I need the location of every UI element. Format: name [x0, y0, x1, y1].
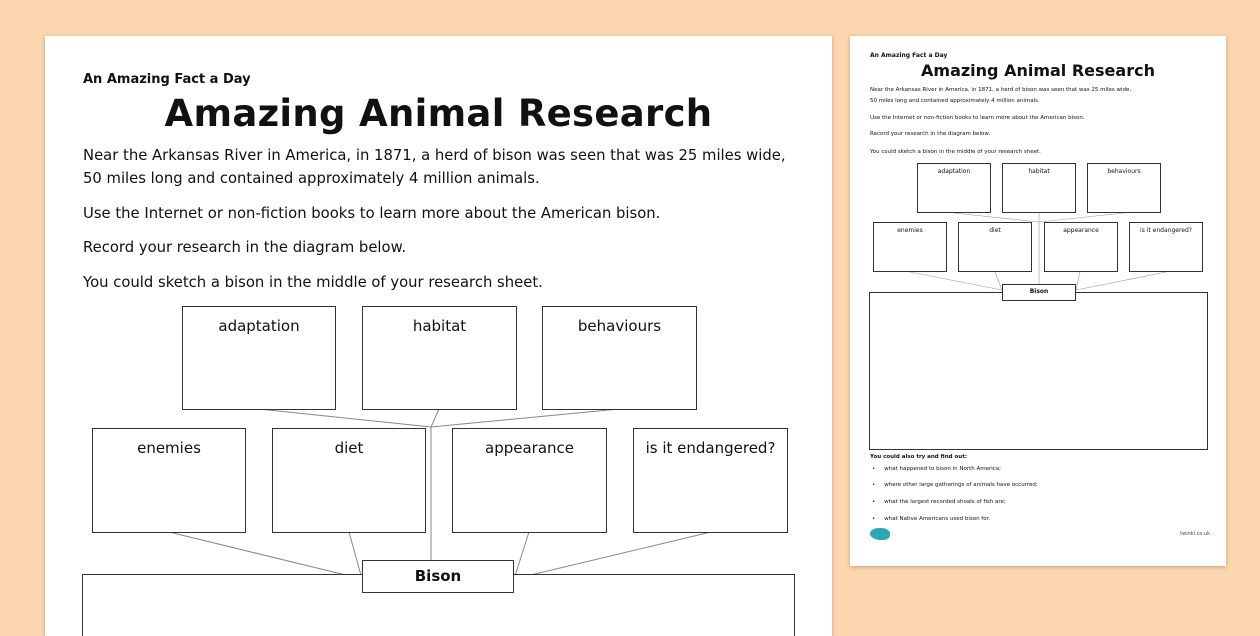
box-enemies[interactable]	[92, 428, 246, 533]
preview-box-behaviours-label: behaviours	[1107, 168, 1141, 175]
box-diet-label: diet	[334, 439, 364, 457]
preview-extra-item: • what Native Americans used bison for.	[872, 516, 990, 522]
preview-box-habitat	[1002, 163, 1076, 213]
preview-extra-item: • what happened to bison in North America;	[872, 466, 1001, 472]
intro-line-1: Near the Arkansas River in America, in 1871, a herd of bison was seen that was 25 miles wide,	[83, 147, 786, 164]
preview-box-endangered-label: is it endangered?	[1140, 227, 1192, 234]
series-label: An Amazing Fact a Day	[83, 72, 251, 87]
brand-logo-icon	[870, 528, 890, 540]
preview-box-endangered	[1129, 222, 1203, 272]
box-diet[interactable]	[272, 428, 426, 533]
box-habitat[interactable]	[362, 306, 517, 410]
box-endangered[interactable]	[633, 428, 788, 533]
box-behaviours[interactable]	[542, 306, 697, 410]
preview-box-diet	[958, 222, 1032, 272]
preview-box-adaptation	[917, 163, 991, 213]
preview-instruction-2: Record your research in the diagram below.	[870, 131, 991, 137]
preview-box-habitat-label: habitat	[1028, 168, 1050, 175]
box-appearance[interactable]	[452, 428, 607, 533]
preview-box-diet-label: diet	[989, 227, 1001, 234]
instruction-3: You could sketch a bison in the middle of your research sheet.	[83, 274, 543, 291]
box-habitat-label: habitat	[412, 317, 467, 335]
instruction-1: Use the Internet or non-fiction books to learn more about the American bison.	[83, 205, 661, 222]
preview-intro-line-2: 50 miles long and contained approximately 4 million animals.	[870, 98, 1040, 104]
preview-box-appearance-label: appearance	[1063, 227, 1099, 234]
box-adaptation[interactable]	[182, 306, 336, 410]
preview-sketch-area	[869, 292, 1208, 450]
box-endangered-label: is it endangered?	[645, 439, 776, 457]
instruction-2: Record your research in the diagram below.	[83, 239, 407, 256]
preview-intro-line-1: Near the Arkansas River in America, in 1871, a herd of bison was seen that was 25 miles wide,	[870, 87, 1132, 93]
box-enemies-label: enemies	[137, 439, 201, 457]
preview-extra-item: • where other large gatherings of animals have occurred;	[872, 482, 1038, 488]
preview-series-label: An Amazing Fact a Day	[870, 52, 948, 59]
box-behaviours-label: behaviours	[577, 317, 662, 335]
preview-box-behaviours	[1087, 163, 1161, 213]
center-label-bison: Bison	[362, 560, 514, 593]
preview-center-label-bison: Bison	[1002, 284, 1076, 301]
box-appearance-label: appearance	[485, 439, 574, 457]
preview-box-appearance	[1044, 222, 1118, 272]
preview-box-enemies-label: enemies	[897, 227, 923, 234]
preview-title: Amazing Animal Research	[921, 61, 1155, 80]
footer-url: twinkl.co.uk	[1180, 531, 1210, 537]
preview-instruction-1: Use the Internet or non-fiction books to learn more about the American bison.	[870, 115, 1085, 121]
preview-instruction-3: You could sketch a bison in the middle of your research sheet.	[870, 149, 1041, 155]
box-adaptation-label: adaptation	[218, 317, 300, 335]
preview-box-adaptation-label: adaptation	[937, 168, 971, 175]
intro-line-2: 50 miles long and contained approximately 4 million animals.	[83, 170, 540, 187]
preview-page	[850, 36, 1226, 566]
preview-box-enemies	[873, 222, 947, 272]
preview-extra-item: • what the largest recorded shoals of fish are;	[872, 499, 1006, 505]
page-title: Amazing Animal Research	[164, 92, 713, 135]
preview-extra-heading: You could also try and find out:	[870, 454, 968, 460]
worksheet-page	[45, 36, 832, 636]
